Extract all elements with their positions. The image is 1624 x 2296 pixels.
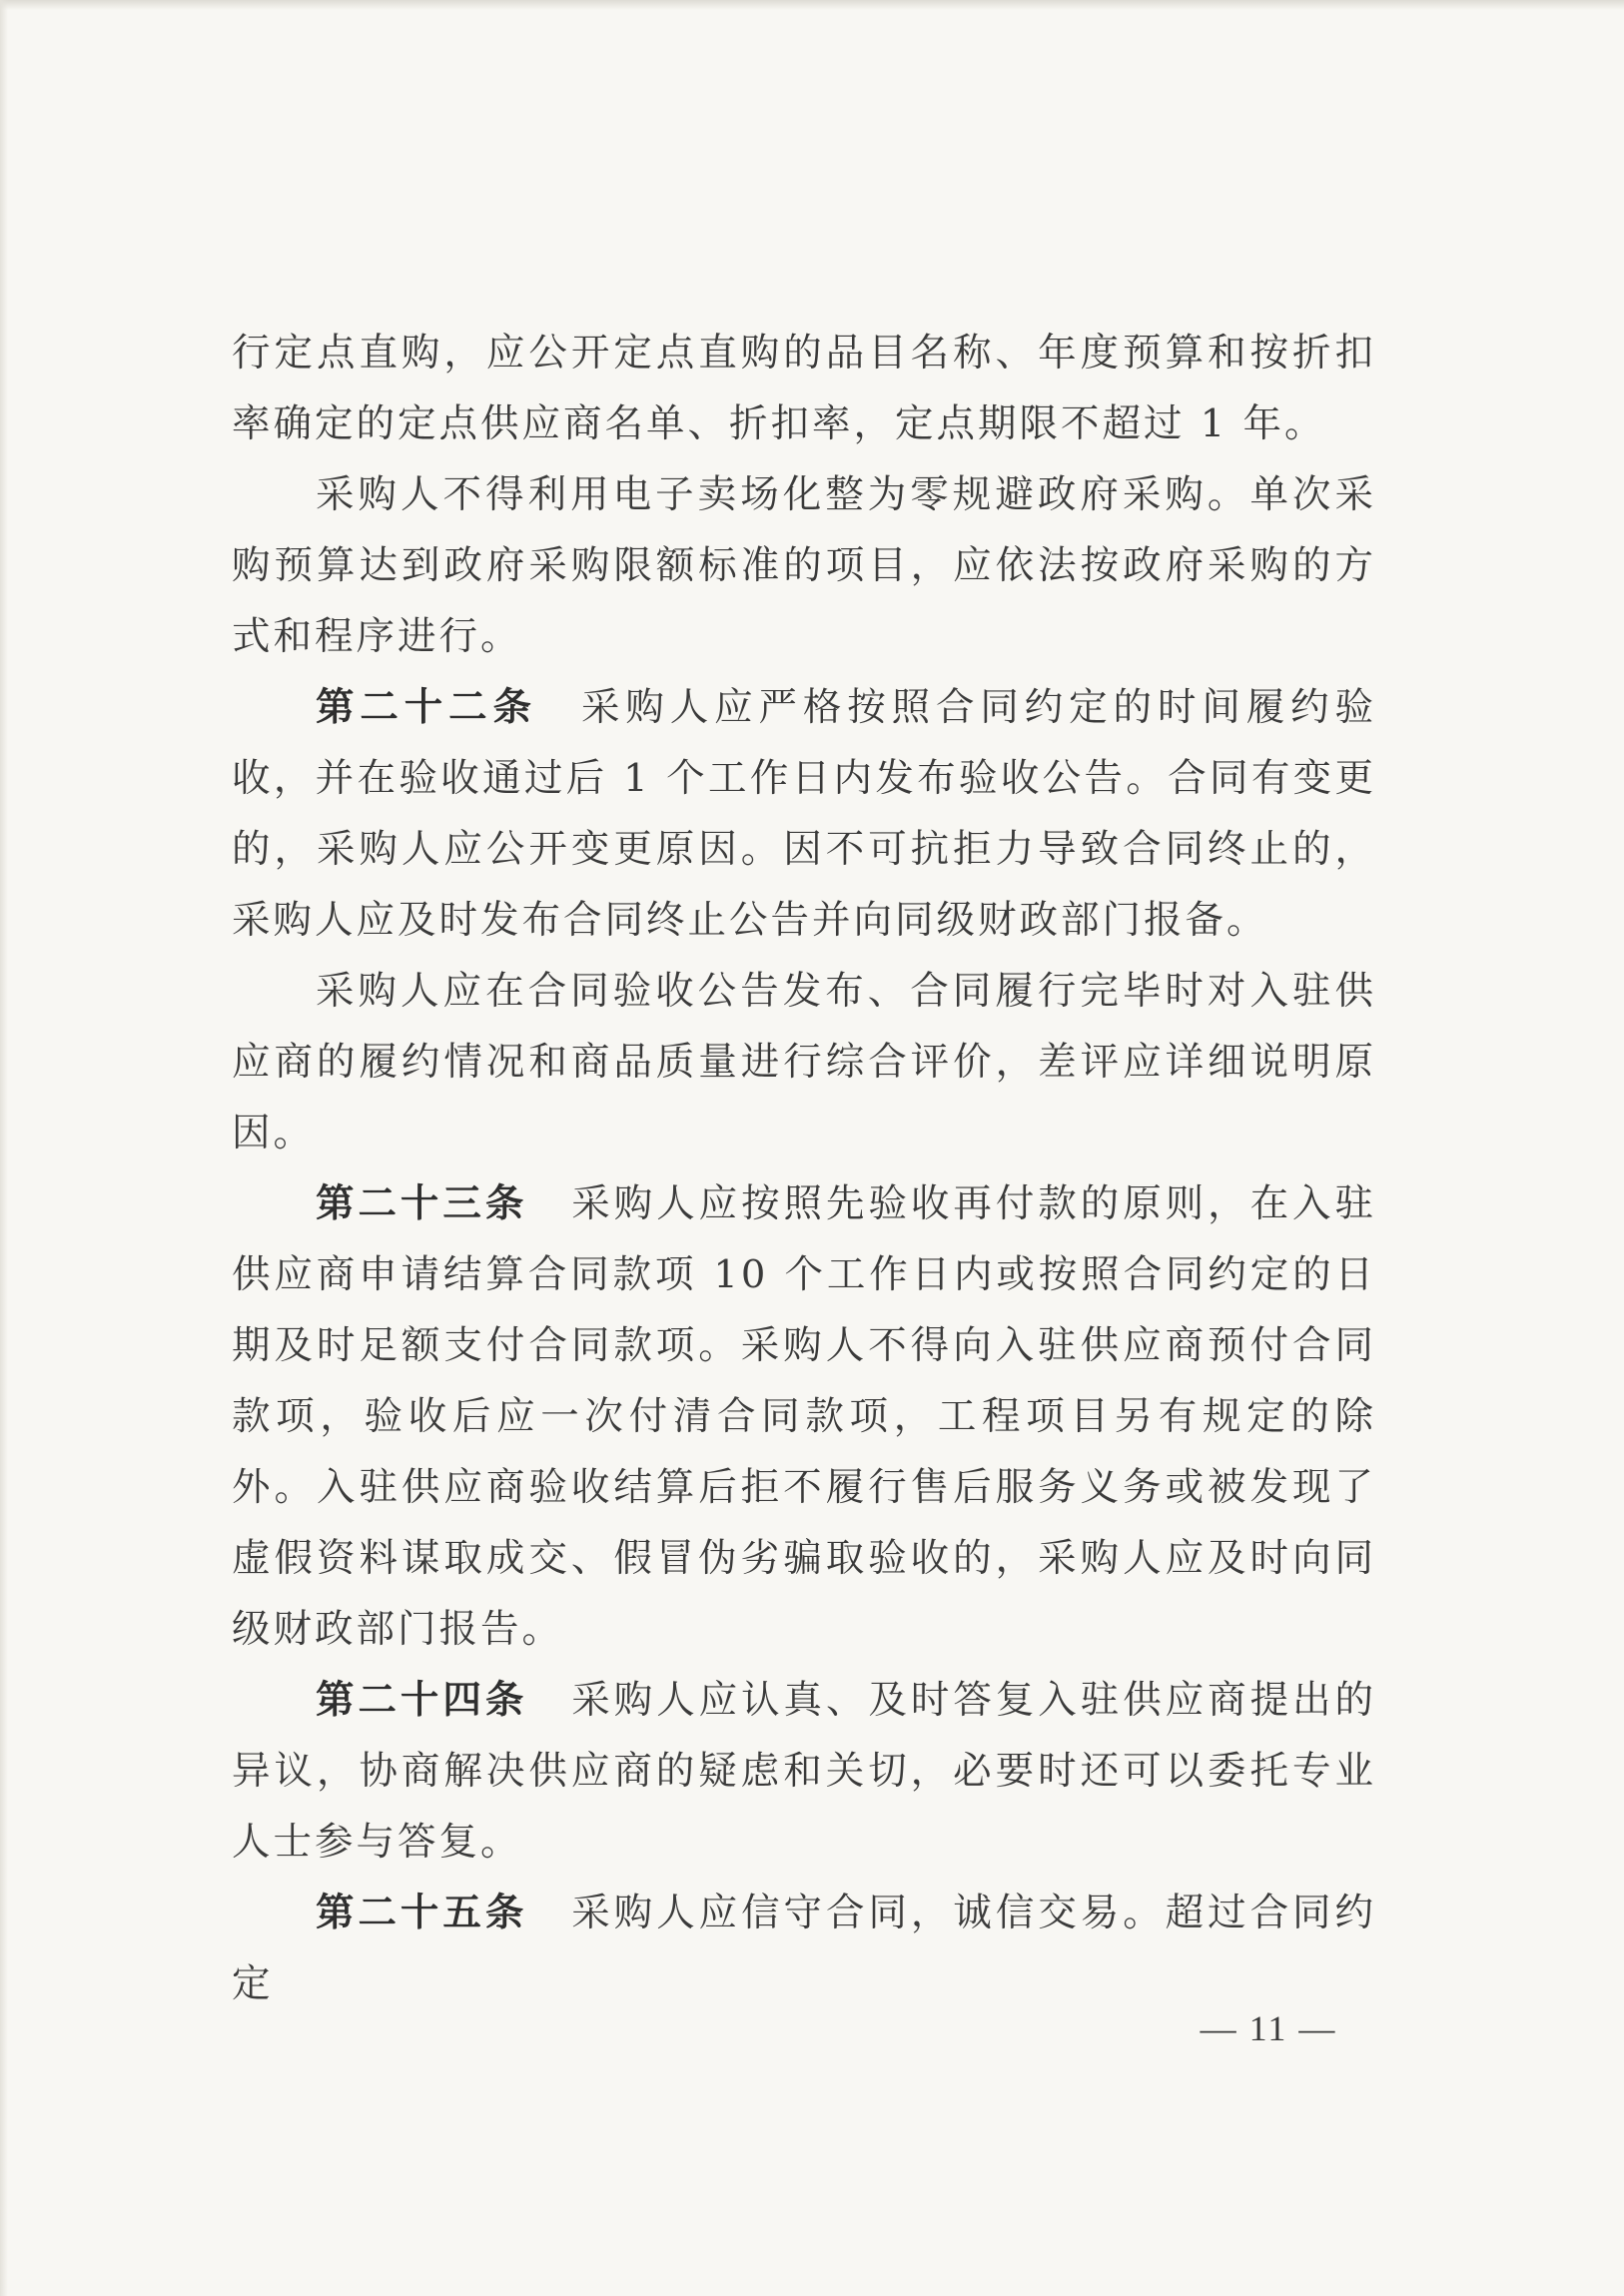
article-number: 第二十三条 [316,1181,528,1226]
article-number: 第二十五条 [316,1891,528,1935]
paragraph-text: 采购人应信守合同，诚信交易。超过合同约定 [232,1891,1376,2006]
page-number: — 11 — [1200,2008,1337,2048]
paragraph-4 [232,956,1376,1168]
paragraph-text: 采购人应按照先验收再付款的原则，在入驻供应商申请结算合同款项 10 个工作日内或按照合同约定的日期及时足额支付合同款项。采购人不得向入驻供应商预付合同款项，验收后应一次付清合同款项，工程项目另有规定的除外。入驻供应商验收结算后拒不履行售后服务义务或被发现了虚假资料谋取成交、假冒伪劣骗取验收的，采购人应及时向同级财政部门报告。 [232,1181,1376,1652]
paragraph-1 [232,318,1376,459]
scan-edge-left [0,0,8,2296]
paragraph-text: 行定点直购，应公开定点直购的品目名称、年度预算和按折扣率确定的定点供应商名单、折扣率，定点期限不超过 1 年。 [232,331,1376,446]
document-body [232,318,1376,2019]
paragraph-text: 采购人应严格按照合同约定的时间履约验收，并在验收通过后 1 个工作日内发布验收公告。合同有变更的，采购人应公开变更原因。因不可抗拒力导致合同终止的，采购人应及时发布合同终止公告并向同级财政部门报备。 [232,685,1376,943]
article-25 [232,1878,1376,2019]
article-24 [232,1665,1376,1878]
paragraph-text: 采购人不得利用电子卖场化整为零规避政府采购。单次采购预算达到政府采购限额标准的项目，应依法按政府采购的方式和程序进行。 [232,472,1376,659]
article-23 [232,1168,1376,1665]
article-number: 第二十四条 [316,1678,528,1723]
article-22 [232,672,1376,956]
scan-edge-top [0,0,1624,10]
article-number: 第二十二条 [316,685,537,730]
paragraph-text: 采购人应在合同验收公告发布、合同履行完毕时对入驻供应商的履约情况和商品质量进行综合评价，差评应详细说明原因。 [232,969,1376,1155]
paragraph-2 [232,459,1376,672]
paragraph-text: 采购人应认真、及时答复入驻供应商提出的异议，协商解决供应商的疑虑和关切，必要时还可以委托专业人士参与答复。 [232,1678,1376,1865]
